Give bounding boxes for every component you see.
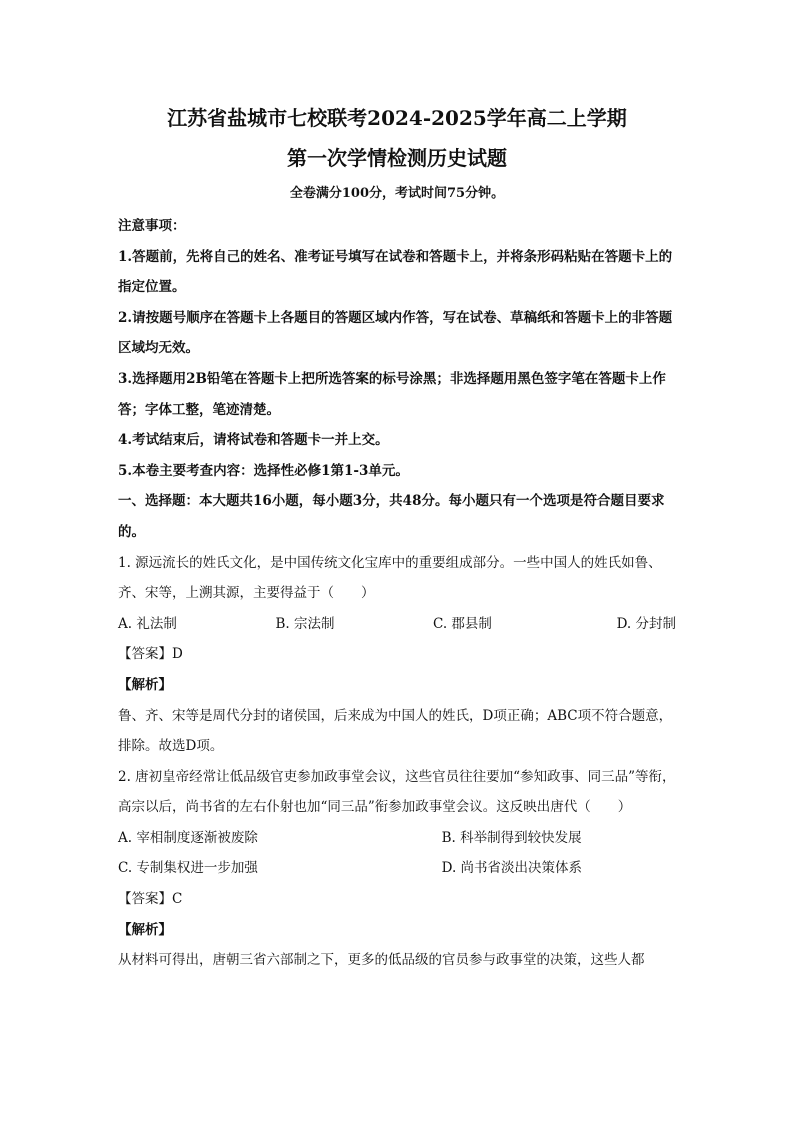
option-b: B. 宗法制 — [275, 615, 335, 632]
section-heading: 一、选择题：本大题共16小题，每小题3分，共48分。每小题只有一个选项是符合题目要求的。 — [118, 493, 665, 540]
options-row — [118, 823, 676, 854]
option-c: C. 郡县制 — [433, 615, 492, 632]
exam-info: 全卷满分100分，考试时间75分钟。 — [289, 186, 505, 201]
answer: 【答案】D — [118, 646, 183, 663]
option-d: D. 尚书省淡出决策体系 — [441, 860, 583, 877]
question-stem: 1. 源远流长的姓氏文化，是中国传统文化宝库中的重要组成部分。一些中国人的姓氏如鲁、齐、宋等，上溯其源，主要得益于（ ） — [118, 554, 662, 602]
option-a: A. 礼法制 — [118, 615, 177, 632]
option-a: A. 宰相制度逐渐被废除 — [118, 829, 258, 846]
option-c: C. 专制集权进一步加强 — [118, 860, 258, 877]
note-item: 4.考试结束后，请将试卷和答题卡一并上交。 — [118, 432, 389, 449]
document-content — [118, 104, 676, 976]
page-title-line2: 第一次学情检测历史试题 — [287, 146, 507, 170]
page-title-line1: 江苏省盐城市七校联考2024-2025学年高二上学期 — [167, 106, 627, 130]
note-item: 3.选择题用2B铅笔在答题卡上把所选答案的标号涂黑；非选择题用黑色签字笔在答题卡上作答；字体工整，笔迹清楚。 — [118, 370, 666, 418]
analysis-text: 从材料可得出，唐朝三省六部制之下，更多的低品级的官员参与政事堂的决策，这些人都 — [118, 952, 645, 969]
option-d: D. 分封制 — [616, 615, 676, 632]
note-item: 5.本卷主要考查内容：选择性必修1第1-3单元。 — [118, 462, 409, 479]
analysis-label: 【解析】 — [118, 921, 172, 938]
analysis-label: 【解析】 — [118, 676, 172, 693]
note-item: 1.答题前，先将自己的姓名、准考证号填写在试卷和答题卡上，并将条形码粘贴在答题卡上的指定位置。 — [118, 248, 673, 296]
question-stem: 2. 唐初皇帝经常让低品级官吏参加政事堂会议，这些官员往往要加“参知政事、同三品”等衔，高宗以后，尚书省的左右仆射也加“同三品”衔参加政事堂会议。这反映出唐代（ ） — [118, 768, 676, 816]
options-row — [118, 853, 676, 884]
analysis-text: 鲁、齐、宋等是周代分封的诸侯国，后来成为中国人的姓氏，D项正确；ABC项不符合题意，排除。故选D项。 — [118, 707, 673, 755]
answer: 【答案】C — [118, 891, 183, 908]
option-b: B. 科举制得到较快发展 — [441, 829, 582, 846]
options-row — [118, 609, 676, 640]
note-item: 2.请按题号顺序在答题卡上各题目的答题区域内作答，写在试卷、草稿纸和答题卡上的非答题区域均无效。 — [118, 309, 673, 357]
notes-heading: 注意事项： — [118, 218, 186, 234]
